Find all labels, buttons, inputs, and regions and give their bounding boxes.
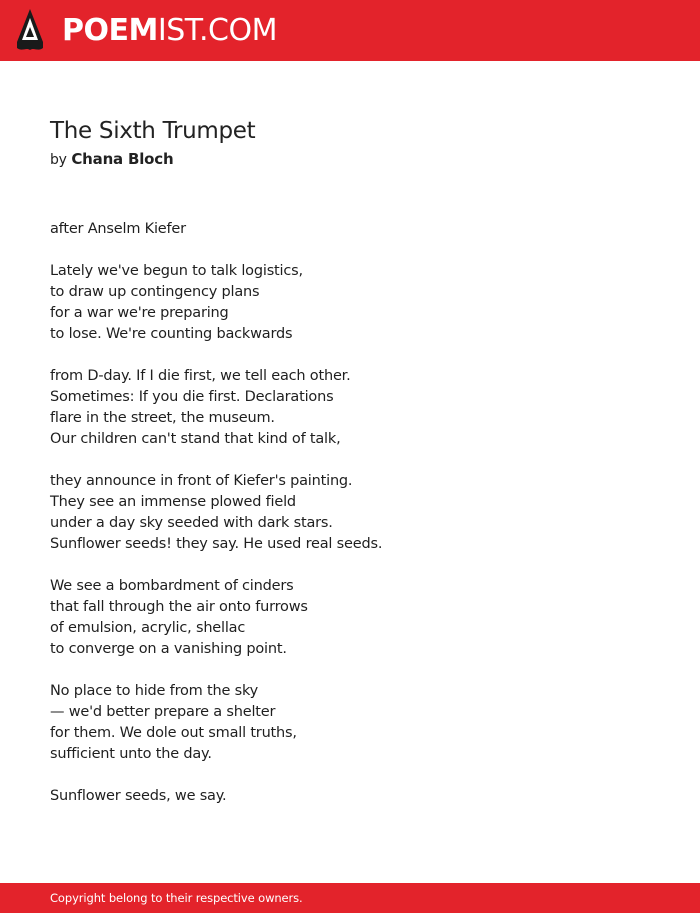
site-footer bbox=[0, 883, 700, 913]
site-header bbox=[0, 0, 700, 61]
poem-line: Sometimes: If you die first. Declarations bbox=[50, 389, 334, 405]
by-label: by bbox=[50, 152, 67, 168]
poem-line: Lately we've begun to talk logistics, bbox=[50, 263, 303, 279]
poem-line: No place to hide from the sky bbox=[50, 683, 259, 699]
poem-stanzas bbox=[50, 261, 650, 807]
poem-line: We see a bombardment of cinders bbox=[50, 578, 294, 594]
site-logo[interactable] bbox=[62, 11, 277, 51]
poem-line: that fall through the air onto furrows bbox=[50, 599, 308, 615]
poem-title: The Sixth Trumpet bbox=[50, 118, 256, 144]
copyright-text: Copyright belong to their respective owners. bbox=[50, 891, 303, 905]
poem-stanza bbox=[50, 366, 650, 450]
stanza-gap bbox=[50, 555, 650, 576]
logo-bold-text: POEM bbox=[62, 13, 158, 48]
pencil-icon bbox=[17, 9, 43, 51]
poem-stanza bbox=[50, 576, 650, 660]
poem-line: they announce in front of Kiefer's painting. bbox=[50, 473, 353, 489]
stanza-gap bbox=[50, 345, 650, 366]
poem-stanza bbox=[50, 261, 650, 345]
poem-line: Our children can't stand that kind of talk, bbox=[50, 431, 341, 447]
stanza-gap bbox=[50, 240, 650, 261]
poem-line: of emulsion, acrylic, shellac bbox=[50, 620, 246, 636]
poem-line: They see an immense plowed field bbox=[50, 494, 296, 510]
stanza-gap bbox=[50, 765, 650, 786]
poem-line: to lose. We're counting backwards bbox=[50, 326, 293, 342]
poem-line: to draw up contingency plans bbox=[50, 284, 260, 300]
poem-line: Sunflower seeds, we say. bbox=[50, 788, 227, 804]
stanza-gap bbox=[50, 450, 650, 471]
logo-light-text: IST.COM bbox=[157, 13, 277, 48]
poem-line: Sunflower seeds! they say. He used real seeds. bbox=[50, 536, 383, 552]
poem-line: for them. We dole out small truths, bbox=[50, 725, 297, 741]
poem-line: flare in the street, the museum. bbox=[50, 410, 275, 426]
poem-stanza bbox=[50, 681, 650, 765]
poem-line: — we'd better prepare a shelter bbox=[50, 704, 276, 720]
poem-stanza bbox=[50, 471, 650, 555]
poem-epigraph: after Anselm Kiefer bbox=[50, 221, 186, 237]
poem-line: to converge on a vanishing point. bbox=[50, 641, 287, 657]
author-name: Chana Bloch bbox=[71, 150, 174, 168]
poem-line: from D-day. If I die first, we tell each other. bbox=[50, 368, 351, 384]
byline bbox=[50, 147, 650, 172]
poem-line: for a war we're preparing bbox=[50, 305, 229, 321]
poem-header bbox=[50, 116, 650, 172]
poem-stanza bbox=[50, 786, 650, 807]
poem-line: sufficient unto the day. bbox=[50, 746, 212, 762]
stanza-gap bbox=[50, 660, 650, 681]
poem-line: under a day sky seeded with dark stars. bbox=[50, 515, 333, 531]
poem-body bbox=[50, 219, 650, 807]
